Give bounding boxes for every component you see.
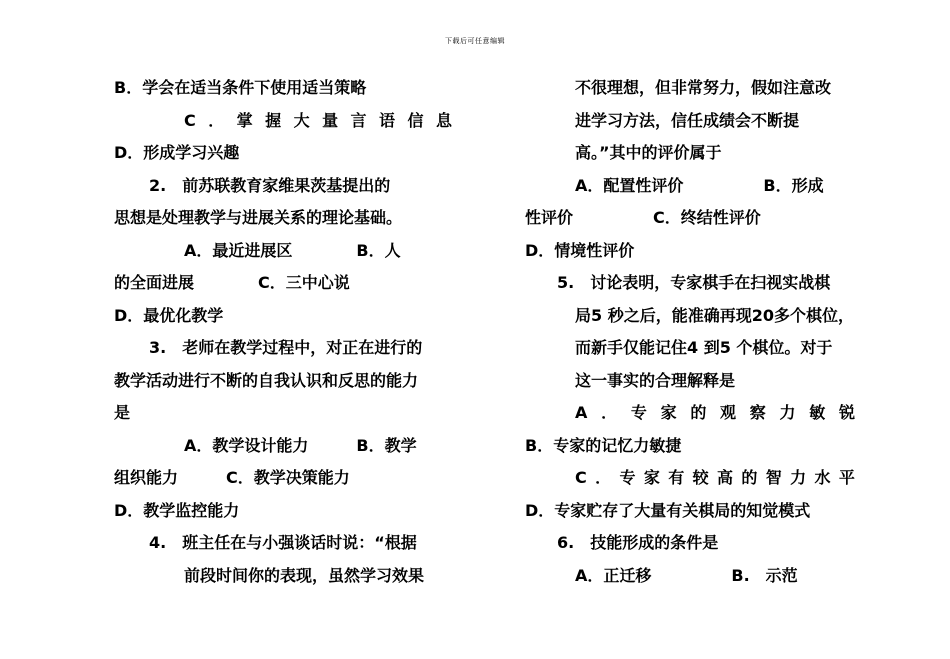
spread-char: 的 [741, 468, 758, 487]
text-line: 局5 秒之后，能准确再现20多个棋位， [575, 305, 854, 325]
spread-char: 智 [765, 468, 782, 487]
spread-char: 息 [435, 110, 452, 130]
text-line: B．专家的记忆力敏捷 [525, 435, 682, 455]
spread-char: 敏 [809, 403, 826, 422]
text-line: 性评价 C．终结性评价 [525, 208, 761, 227]
text-line: 进学习方法，信任成绩会不断提 [575, 110, 800, 130]
option-line-spread [575, 462, 855, 495]
spread-char: 信 [407, 110, 424, 130]
text-line: 是 [114, 403, 131, 422]
spread-char: 家 [643, 468, 660, 487]
spread-char: 家 [660, 403, 677, 422]
option-line-spread [184, 105, 452, 138]
question-line: 4. 班主任在与小强谈话时说：“根据 [149, 533, 417, 552]
spread-char: ． [208, 110, 225, 130]
spread-char: 平 [838, 468, 855, 487]
spread-char: 察 [749, 403, 766, 422]
spread-char: A [575, 403, 588, 422]
question-line: 5. 讨论表明，专家棋手在扫视实战棋 [557, 273, 831, 292]
spread-char: C [575, 468, 587, 487]
spread-char: 较 [692, 468, 709, 487]
spread-char: 掌 [236, 110, 253, 130]
question-line: 6. 技能形成的条件是 [557, 533, 719, 552]
spread-text [575, 462, 855, 495]
text-line: 的全面进展 C．三中心说 [114, 273, 350, 292]
spread-char: 观 [720, 403, 737, 422]
spread-text [184, 105, 452, 138]
spread-char: 的 [690, 403, 707, 422]
question-line: 2. 前苏联教育家维果茨基提出的 [149, 175, 391, 195]
spread-char: 有 [668, 468, 685, 487]
spread-char: 力 [790, 468, 807, 487]
text-line: 思想是处理教学与进展关系的理论基础。 [114, 208, 403, 227]
text-line: 这一事实的合理解释是 [575, 370, 736, 390]
spread-char: 水 [814, 468, 831, 487]
text-line: D．形成学习兴趣 [114, 143, 240, 162]
spread-char: C [184, 110, 196, 130]
text-line: 前段时间你的表现，虽然学习效果 [184, 565, 425, 585]
text-line: 组织能力 C．教学决策能力 [114, 468, 350, 487]
question-line: 3. 老师在教学过程中，对正在进行的 [149, 338, 423, 357]
text-line: B．学会在适当条件下使用适当策略 [114, 78, 367, 97]
spread-char: 语 [379, 110, 396, 130]
spread-char: ． [595, 468, 612, 487]
text-line: D．教学监控能力 [114, 500, 240, 520]
text-line: 而新手仅能记住4 到5 个棋位。对于 [575, 338, 833, 357]
text-line: 不很理想，但非常努力，假如注意改 [575, 78, 832, 97]
spread-char: 量 [322, 110, 339, 130]
text-line: 教学活动进行不断的自我认识和反思的能力 [114, 370, 419, 390]
text-line: D．最优化教学 [114, 305, 224, 325]
text-line: A．正迁移 B. 示范 [575, 565, 798, 585]
spread-char: 专 [630, 403, 647, 422]
spread-char: 力 [779, 403, 796, 422]
text-line: D．专家贮存了大量有关棋局的知觉模式 [525, 500, 811, 520]
text-line: 高。”其中的评价属于 [575, 143, 722, 162]
spread-char: 高 [716, 468, 733, 487]
option-line-spread [575, 397, 855, 430]
page-header: 下载后可任意编辑 [445, 37, 505, 45]
spread-char: 锐 [838, 403, 855, 422]
text-line: D．情境性评价 [525, 240, 635, 260]
spread-char: 大 [293, 110, 310, 130]
spread-char: 专 [619, 468, 636, 487]
spread-text [575, 397, 855, 430]
spread-char: 言 [350, 110, 367, 130]
text-line: A．最近进展区 B．人 [184, 240, 401, 260]
spread-char: 握 [265, 110, 282, 130]
spread-char: ． [601, 403, 618, 422]
text-line: A．教学设计能力 B．教学 [184, 435, 417, 455]
text-line: A．配置性评价 B．形成 [575, 175, 824, 195]
